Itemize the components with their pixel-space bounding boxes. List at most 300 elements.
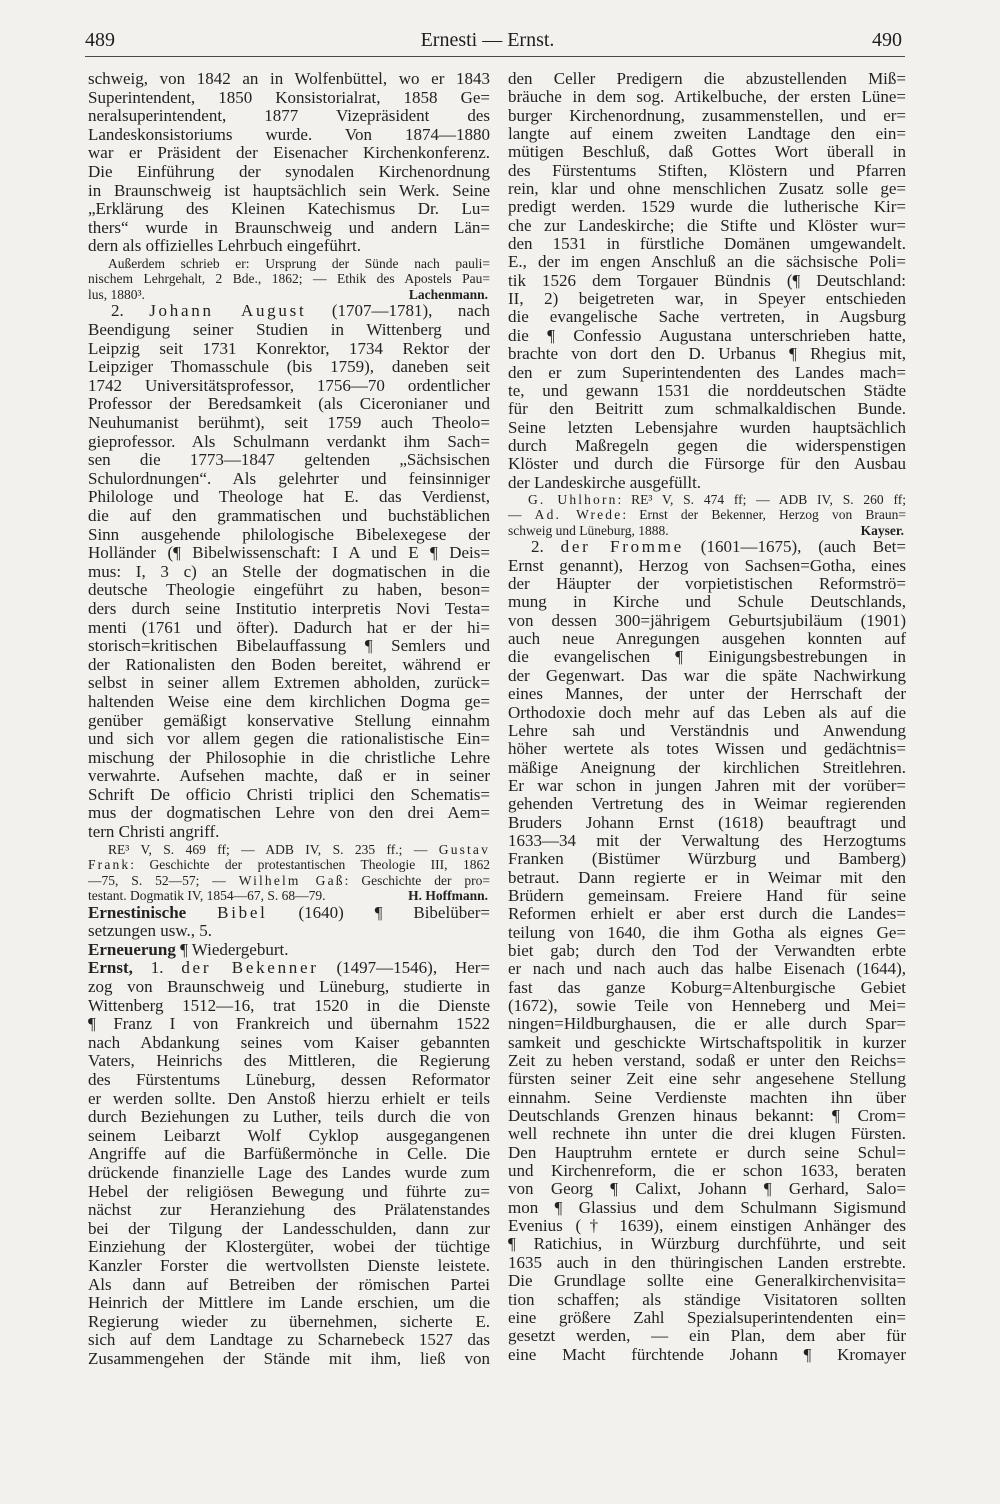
text-line xyxy=(88,256,490,272)
text-line xyxy=(88,959,490,978)
line-text: Leipzig seit 1731 Konrektor, 1734 Rektor der xyxy=(88,338,490,358)
line-text: Die Grundlage sollte eine Generalkirchenvisita= xyxy=(508,1271,906,1291)
lexicon-entry xyxy=(88,959,490,1368)
text-line xyxy=(88,507,490,526)
text-line xyxy=(508,492,906,508)
line-text: Zusammengehen der Stände mit ihm, ließ von xyxy=(88,1348,490,1368)
line-text: auch neue Anregungen ausgehen konnten auf xyxy=(508,629,906,649)
text-line xyxy=(508,437,906,455)
line-text: langte auf einem zweiten Landtage den ein= xyxy=(508,124,906,144)
text-line xyxy=(88,70,490,89)
text-line xyxy=(508,107,906,125)
line-text: betraut. Dann regierte er in Weimar mit den xyxy=(508,867,906,887)
text-run: RE³ V, S. 469 ff; — ADB IV, S. 235 ff.; — xyxy=(108,841,439,857)
text-run: 2. xyxy=(531,537,561,557)
lexicon-entry xyxy=(88,904,490,941)
line-text: die evangelische Sache vertreten, in Augsburg xyxy=(508,307,906,327)
line-text: Beendigung seiner Studien in Wittenberg und xyxy=(88,320,490,340)
line-text: Professor der Beredsamkeit (als Ciceronianer und xyxy=(88,394,490,414)
line-text: der Landeskirche ausgefüllt. xyxy=(508,472,702,492)
text-run: : RE³ V, S. 474 ff; — ADB IV, S. 260 ff; xyxy=(617,491,906,507)
line-text: der Rationalisten den Boden bereitet, während er xyxy=(88,654,490,674)
text-line xyxy=(508,795,906,813)
line-text: eines Mannes, der unter der Herrschaft der xyxy=(508,684,906,704)
line-text: tern Christi angriff. xyxy=(88,822,220,842)
text-line xyxy=(88,1220,490,1239)
text-line xyxy=(88,358,490,377)
line-text: haltenden Weise eine dem kirchlichen Dogma ge= xyxy=(88,691,490,711)
text-run: —75, S. 52—57; — xyxy=(88,872,239,888)
text-line xyxy=(88,1145,490,1164)
text-line xyxy=(508,685,906,703)
text-line xyxy=(88,287,490,303)
text-line xyxy=(508,253,906,271)
line-text: 1633—34 mit der Verwaltung des Herzogtums xyxy=(508,830,906,850)
line-text: tik 1526 dem Torgauer Bündnis (¶ Deutschland: xyxy=(508,270,906,290)
text-line xyxy=(508,997,906,1015)
text-line xyxy=(88,904,490,923)
text-line xyxy=(88,451,490,470)
line-text: mon ¶ Glassius und dem Schulmann Sigismund xyxy=(508,1197,906,1217)
line-text: den er zum Superintendenten des Landes mach= xyxy=(508,362,906,382)
line-text: Evenius († 1639), einem einstigen Anhänger des xyxy=(508,1216,906,1236)
text-line xyxy=(88,89,490,108)
text-line xyxy=(88,126,490,145)
spaced-term: Gustav xyxy=(438,841,490,857)
line-text: te, und gewann 1531 die norddeutschen Städte xyxy=(508,380,906,400)
line-text xyxy=(88,940,288,959)
spaced-term: Bibel xyxy=(217,902,268,922)
text-run: (1707—1781), nach xyxy=(306,301,490,321)
text-line xyxy=(88,414,490,433)
text-line xyxy=(508,1162,906,1180)
spaced-term: G. Uhlhorn xyxy=(528,491,618,507)
bibliography xyxy=(508,492,906,539)
line-text xyxy=(88,857,490,872)
text-line xyxy=(508,419,906,437)
spaced-term: Wilhelm Gaß xyxy=(238,872,345,888)
line-text: eine Macht fürchtende Johann ¶ Kromayer xyxy=(508,1344,906,1364)
text-line xyxy=(508,180,906,198)
text-line xyxy=(88,600,490,619)
text-line xyxy=(508,507,906,523)
text-line xyxy=(508,850,906,868)
line-text: Ernst genannt), Herzog von Sachsen=Gotha, eines xyxy=(508,555,906,575)
text-line xyxy=(88,1127,490,1146)
text-line xyxy=(88,340,490,359)
text-line xyxy=(508,162,906,180)
text-line xyxy=(508,1346,906,1364)
line-text: Philologe und Theologe hat E. das Verdienst, xyxy=(88,487,490,507)
headword: Ernestinische xyxy=(88,902,187,922)
text-line xyxy=(88,997,490,1016)
line-text: ¶ Ratichius, in Würzburg durchführte, und seit xyxy=(508,1234,906,1254)
text-line xyxy=(508,198,906,216)
text-line xyxy=(508,1272,906,1290)
line-text: Superintendent, 1850 Konsistorialrat, 1858 Ge= xyxy=(88,87,490,107)
author-signature: H. Hoffmann. xyxy=(408,888,488,904)
text-line xyxy=(508,887,906,905)
spaced-term: der Fromme xyxy=(560,537,684,557)
line-text xyxy=(528,492,906,507)
text-line xyxy=(88,637,490,656)
text-line xyxy=(508,593,906,611)
line-text: Reformen erhielt er aber erst durch die Landes= xyxy=(508,904,906,924)
text-line xyxy=(88,693,490,712)
text-line xyxy=(88,433,490,452)
text-line xyxy=(508,290,906,308)
line-text: Orthodoxie doch mehr auf das Leben als auf die xyxy=(508,702,906,722)
text-line xyxy=(508,400,906,418)
line-text: nach Abdankung seines vom Kaiser gebannten xyxy=(88,1032,490,1052)
line-text: Den Hauptruhm erntete er durch seine Schul= xyxy=(508,1142,906,1162)
text-line xyxy=(508,1125,906,1143)
line-text: in Braunschweig ist hauptsächlich sein Werk. Seine xyxy=(88,180,490,200)
line-text xyxy=(531,537,906,556)
line-text: neralsuperintendent, 1877 Vizepräsident des xyxy=(88,106,490,126)
line-text: bräuche in dem sog. Artikelbuche, der ersten Lüne= xyxy=(508,87,906,107)
text-line xyxy=(508,1144,906,1162)
headword: Ernst, xyxy=(88,958,133,978)
line-text: Als dann auf Betreiben der römischen Partei xyxy=(88,1274,490,1294)
line-text: mischung der Philosophie in die christliche Lehre xyxy=(88,747,490,767)
text-line xyxy=(88,786,490,805)
text-line xyxy=(508,1034,906,1052)
spaced-term: Frank xyxy=(88,857,131,873)
line-text: drückende finanzielle Lage des Landes wurde zum xyxy=(88,1162,490,1182)
line-text: teilung von 1640, die ihm Gotha als eignes Ge= xyxy=(508,922,906,942)
text-line xyxy=(88,544,490,563)
text-line xyxy=(508,667,906,685)
line-text: durch Beziehungen zu Luther, teils durch die von xyxy=(88,1107,490,1127)
line-text: Franken (Bistümer Würzburg und Bamberg) xyxy=(508,849,906,869)
right-column xyxy=(508,70,906,1364)
text-line xyxy=(508,905,906,923)
text-line xyxy=(508,327,906,345)
line-text: brachte von dort den D. Urbanus ¶ Rhegius mit, xyxy=(508,344,906,364)
line-text: Holländer (¶ Bibelwissenschaft: I A und E ¶ Deis= xyxy=(88,543,490,563)
line-text: Sinn ausgehende philologische Bibelexegese der xyxy=(88,524,490,544)
line-text: thers“ wurde in Braunschweig und andern Län= xyxy=(88,217,490,237)
line-text xyxy=(88,958,490,977)
text-line xyxy=(88,1052,490,1071)
text-line xyxy=(508,1107,906,1125)
spaced-term: der Bekenner xyxy=(181,958,319,978)
line-text: Zeit zu heben verstand, sodaß er unter den Reichs= xyxy=(508,1051,906,1071)
line-text: gieprofessor. Als Schulmann verdankt ihm Sach= xyxy=(88,431,490,451)
text-line xyxy=(508,924,906,942)
line-text: Lehre sah und Verständnis und Anwendung xyxy=(508,720,906,740)
text-line xyxy=(508,455,906,473)
text-line xyxy=(88,941,490,960)
line-text: Brüdern gemeinsam. Freiere Hand für seine xyxy=(508,885,906,905)
line-text: selbst in seiner allem Extremen abholden, zurück= xyxy=(88,673,490,693)
text-line xyxy=(508,88,906,106)
text-line xyxy=(508,704,906,722)
header-rule xyxy=(85,56,905,57)
line-text: verwahrte. Aufsehen machte, daß er in seiner xyxy=(88,766,490,786)
text-line xyxy=(508,1254,906,1272)
line-text xyxy=(108,842,490,857)
author-signature: Kayser. xyxy=(860,522,904,538)
line-text: che zur Landeskirche; die Stifte und Klöster wur= xyxy=(508,215,906,235)
line-text: Deutschlands Grenzen hinaus bekannt: ¶ Crom= xyxy=(508,1106,906,1126)
line-text: Angriffe auf die Barfüßermönche in Celle. Die xyxy=(88,1144,490,1164)
text-line xyxy=(88,470,490,489)
line-text: 1742 Universitätsprofessor, 1756—70 ordentlicher xyxy=(88,375,490,395)
text-line xyxy=(508,1199,906,1217)
text-line xyxy=(508,1052,906,1070)
line-text: den 1531 in fürstliche Domänen umgewandelt. xyxy=(508,234,906,254)
text-run: (1497—1546), Her= xyxy=(318,958,491,978)
lexicon-subentry xyxy=(88,302,490,841)
text-run: : Geschichte der protestantischen Theologie III, 1862 xyxy=(130,857,490,873)
line-text: mus: I, 3 c) an Stelle der dogmatischen in die xyxy=(88,561,490,581)
text-line xyxy=(88,978,490,997)
line-text: 1635 auch in den thüringischen Landen erstrebte. xyxy=(508,1252,906,1272)
line-text: für den Beitritt zum schmalkaldischen Bunde. xyxy=(508,399,906,419)
line-text: Hebel der religiösen Bewegung und führte zu= xyxy=(88,1181,490,1201)
text-line xyxy=(88,656,490,675)
line-text: der Gegenwart. Das war die späte Nachwirkung xyxy=(508,665,906,685)
text-line xyxy=(88,823,490,842)
line-text: menti (1761 und öfter). Dadurch hat er der hi= xyxy=(88,617,490,637)
text-line xyxy=(88,1201,490,1220)
line-text: den Celler Predigern die abzustellenden Miß= xyxy=(508,69,906,88)
text-line xyxy=(88,1090,490,1109)
line-text: nächst zur Heranziehung des Prälatenstandes xyxy=(88,1200,490,1220)
text-line xyxy=(508,979,906,997)
line-text: genüber gemäßigt konservative Stellung einnahm xyxy=(88,710,490,730)
line-text: des Fürstentums Stiften, Klöstern und Pfarren xyxy=(508,160,906,180)
line-text: tion schaffen; als ständige Visitatoren sollten xyxy=(508,1289,906,1309)
line-text: biet gab; durch den Tod der Verwandten erbte xyxy=(508,940,906,960)
line-text: (1672), sowie Teile von Henneberg und Mei= xyxy=(508,996,906,1015)
line-text: „Erklärung des Kleinen Katechismus Dr. Lu= xyxy=(88,199,490,219)
text-line xyxy=(508,630,906,648)
bibliography xyxy=(88,842,490,904)
left-page-number: 489 xyxy=(85,29,115,51)
text-run: : Geschichte der pro= xyxy=(344,872,491,888)
line-text: und Kirchenreform, die er schon 1633, beraten xyxy=(508,1161,906,1181)
line-text: war er Präsident der Eisenacher Kirchenkonferenz. xyxy=(88,143,490,163)
text-line xyxy=(508,759,906,777)
text-line xyxy=(88,730,490,749)
text-line xyxy=(88,1164,490,1183)
line-text: die auf den grammatischen und buchstäblichen xyxy=(88,505,490,525)
line-text: sen die 1773—1847 geltenden „Sächsischen xyxy=(88,450,490,470)
text-line xyxy=(88,674,490,693)
text-run: (1601—1675), (auch Bet= xyxy=(683,537,906,557)
line-text: mütigen Beschluß, daß Gottes Wort überall in xyxy=(508,142,906,162)
line-text: Wittenberg 1512—16, trat 1520 in die Dienste xyxy=(88,995,490,1015)
text-line xyxy=(88,1276,490,1295)
text-line xyxy=(508,1309,906,1327)
text-line xyxy=(508,308,906,326)
line-text: Seine letzten Lebensjahre wurden hauptsächlich xyxy=(508,417,906,437)
lexicon-subentry xyxy=(508,538,906,1363)
line-text: von Georg ¶ Calixt, Johann ¶ Gerhard, Salo= xyxy=(508,1179,906,1199)
text-line xyxy=(88,1034,490,1053)
line-text: die ¶ Confessio Augustana unterschrieben hatte, xyxy=(508,325,906,345)
text-line xyxy=(88,1183,490,1202)
line-text: Heinrich der Mittlere im Lande erschien, um die xyxy=(88,1293,490,1313)
line-text: rein, klar und ohne menschlichen Zusatz solle ge= xyxy=(508,179,906,199)
line-text: dern als offizielles Lehrbuch eingeführt. xyxy=(88,236,361,256)
text-run: 1. xyxy=(132,958,182,978)
text-line xyxy=(88,163,490,182)
text-line xyxy=(508,345,906,363)
text-line xyxy=(508,217,906,235)
line-text: Die Einführung der synodalen Kirchenordnung xyxy=(88,161,490,181)
text-line xyxy=(88,321,490,340)
text-line xyxy=(88,1108,490,1127)
text-line xyxy=(508,125,906,143)
line-text: eine größere Zahl Spezialsuperintendenten ein= xyxy=(508,1307,906,1327)
line-text: E., der im engen Anschluß an die sächsische Poli= xyxy=(508,252,906,272)
line-text: Außerdem schrieb er: Ursprung der Sünde nach pauli= xyxy=(108,255,490,271)
text-line xyxy=(508,272,906,290)
headword: Erneuerung xyxy=(88,939,176,959)
text-line xyxy=(88,1015,490,1034)
line-text: Regierung wieder zu übernehmen, sicherte E. xyxy=(88,1311,490,1331)
text-run: ¶ Wiedergeburt. xyxy=(175,939,289,959)
line-text: II, 2) beigetreten war, in Speyer entschieden xyxy=(508,289,906,309)
line-text: höher wertete als totes Wissen und gedächtnis= xyxy=(508,739,906,759)
line-text: ders durch seine Institutio interpretis Novi Testa= xyxy=(88,598,490,618)
text-line xyxy=(508,869,906,887)
line-text: fast das ganze Koburg=Altenburgische Gebiet xyxy=(508,977,906,997)
line-text: gehenden Vertretung des in Weimar regierenden xyxy=(508,794,906,814)
text-line xyxy=(88,1350,490,1369)
lexicon-entry xyxy=(88,941,490,960)
text-line xyxy=(88,767,490,786)
line-text: der Häupter der vorpietistischen Reformströ= xyxy=(508,574,906,594)
text-line xyxy=(88,1238,490,1257)
line-text: er nach und nach auch das halbe Eisenach (1644), xyxy=(508,959,906,979)
text-line xyxy=(88,804,490,823)
line-text: bei der Tilgung der Landesschulden, dann zur xyxy=(88,1218,490,1238)
line-text: predigt werden. 1529 wurde die lutherische Kir= xyxy=(508,197,906,217)
line-text: ningen=Hildburghausen, die er alle durch Spar= xyxy=(508,1014,906,1034)
text-line xyxy=(88,1257,490,1276)
left-column xyxy=(88,70,490,1369)
line-text xyxy=(88,873,490,888)
entry-continuation xyxy=(508,70,906,492)
right-page-number: 490 xyxy=(872,29,902,51)
text-line xyxy=(508,1327,906,1345)
text-line xyxy=(508,143,906,161)
text-line xyxy=(508,382,906,400)
text-line xyxy=(508,648,906,666)
text-line xyxy=(508,814,906,832)
text-line xyxy=(88,1071,490,1090)
text-line xyxy=(88,712,490,731)
text-line xyxy=(508,364,906,382)
text-line xyxy=(508,942,906,960)
text-line xyxy=(88,377,490,396)
text-line xyxy=(88,842,490,858)
line-text: Klöster und durch die Fürsorge für den Ausbau xyxy=(508,454,906,474)
entry-continuation xyxy=(88,70,490,256)
text-line xyxy=(88,200,490,219)
text-line xyxy=(508,235,906,253)
text-line xyxy=(88,144,490,163)
line-text: sich auf dem Landtage zu Scharnebeck 1527 das xyxy=(88,1330,490,1350)
text-line xyxy=(508,1235,906,1253)
line-text: storisch=kritischen Bibelauffassung ¶ Semlers und xyxy=(88,636,490,656)
line-text: fürsten seiner Zeit eine sehr angesehene Stellung xyxy=(508,1069,906,1089)
text-line xyxy=(508,538,906,556)
text-line xyxy=(88,563,490,582)
line-text: einnahm. Seine Verdienste machten ihn über xyxy=(508,1087,906,1107)
text-line xyxy=(88,581,490,600)
text-line xyxy=(508,70,906,88)
line-text: von dessen 300=jährigem Geburtsjubiläum (1901) xyxy=(508,610,906,630)
text-line xyxy=(88,526,490,545)
text-line xyxy=(88,182,490,201)
text-line xyxy=(88,1313,490,1332)
text-line xyxy=(88,488,490,507)
line-text: well rechnete ihn unter die drei klugen Fürsten. xyxy=(508,1124,906,1144)
text-run xyxy=(186,903,217,922)
line-text: Er war schon in jungen Jahren mit der vorüber= xyxy=(508,775,906,795)
text-run: : Ernst der Bekenner, Herzog von Braun= xyxy=(622,507,906,523)
text-line xyxy=(508,1217,906,1235)
line-text: Landeskonsistoriums wurde. Von 1874—1880 xyxy=(88,124,490,144)
line-text: samkeit und geschickte Wirtschaftspolitik in kurzer xyxy=(508,1032,906,1052)
line-text: ¶ Franz I von Frankreich und übernahm 1522 xyxy=(88,1014,490,1034)
line-text xyxy=(508,507,906,522)
text-line xyxy=(88,922,490,941)
line-text: burger Kirchenordnung, zusammenstellen, und er= xyxy=(508,105,906,125)
spaced-term: Ad. Wrede xyxy=(534,507,623,523)
spaced-term: Johann August xyxy=(149,301,307,321)
text-line xyxy=(508,1070,906,1088)
line-text xyxy=(88,903,490,922)
line-text: lus, 1880³. xyxy=(88,286,145,302)
line-text: gesetzt werden, — ein Plan, dem aber für xyxy=(508,1326,906,1346)
line-text: Bruders Johann Ernst (1618) beauftragt und xyxy=(508,812,906,832)
text-line xyxy=(508,1180,906,1198)
line-text: und sich vor allem gegen die rationalistische Ein= xyxy=(88,729,490,749)
text-line xyxy=(508,1015,906,1033)
bibliography xyxy=(88,256,490,303)
line-text: schweig und Lüneburg, 1888. xyxy=(508,522,669,538)
line-text: nischem Lehrgehalt, 2 Bde., 1862; — Ethik des Apostels Pau= xyxy=(88,271,490,287)
line-text: Vaters, Heinrichs des Mittleren, die Regierung xyxy=(88,1051,490,1071)
line-text: er werden sollte. Den Anstoß hierzu erhielt er teils xyxy=(88,1088,490,1108)
text-line xyxy=(88,237,490,256)
text-line xyxy=(88,857,490,873)
line-text: Einziehung der Klostergüter, wobei der tüchtige xyxy=(88,1237,490,1257)
text-line xyxy=(508,523,906,539)
line-text: seinem Leibarzt Wolf Cyklop ausgegangenen xyxy=(88,1125,490,1145)
text-line xyxy=(88,888,490,904)
text-run: 2. xyxy=(111,301,150,321)
line-text: mäßige Aneignung der kirchlichen Streitlehren. xyxy=(508,757,906,777)
running-title: Ernesti — Ernst. xyxy=(420,29,555,51)
line-text: Schrift De officio Christi triplici den Schematis= xyxy=(88,784,490,804)
line-text: testant. Dogmatik IV, 1854—67, S. 68—79. xyxy=(88,888,326,904)
text-line xyxy=(88,1294,490,1313)
text-line xyxy=(508,575,906,593)
line-text: schweig, von 1842 an in Wolfenbüttel, wo er 1843 xyxy=(88,69,490,88)
line-text: die evangelischen ¶ Einigungsbestrebungen in xyxy=(508,647,906,667)
line-text: zog von Braunschweig und Lüneburg, studierte in xyxy=(88,977,490,997)
line-text: mung in Kirche und Schule Deutschlands, xyxy=(508,592,906,612)
line-text: Neuhumanist berühmt), seit 1759 auch Theolo= xyxy=(88,413,490,432)
